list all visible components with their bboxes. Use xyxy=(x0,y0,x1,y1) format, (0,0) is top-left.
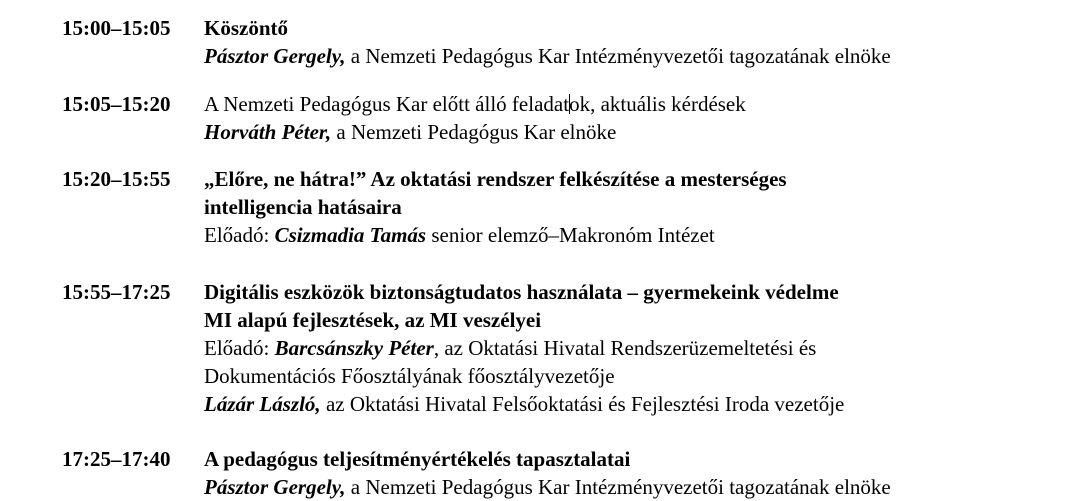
agenda-title: „Előre, ne hátra!” Az oktatási rendszer felkészítése a mesterséges xyxy=(204,167,787,191)
agenda-title-part: A Nemzeti Pedagógus Kar előtt álló feladat xyxy=(204,92,570,116)
agenda-title[interactable] xyxy=(204,90,1064,118)
speaker-prefix: Előadó: xyxy=(204,223,275,247)
agenda-content xyxy=(204,445,1064,501)
agenda-content xyxy=(204,165,1064,249)
agenda-content xyxy=(204,14,1064,70)
agenda-time: 15:00–15:05 xyxy=(62,16,171,40)
agenda-title: Köszöntő xyxy=(204,16,288,40)
speaker-role: a Nemzeti Pedagógus Kar elnöke xyxy=(331,120,617,144)
speaker-role: senior elemző–Makronóm Intézet xyxy=(426,223,715,247)
agenda-title: MI alapú fejlesztések, az MI veszélyei xyxy=(204,308,542,332)
agenda-time: 15:20–15:55 xyxy=(62,167,171,191)
speaker-prefix: Előadó: xyxy=(204,336,275,360)
speaker-role: az Oktatási Hivatal Felsőoktatási és Fejlesztési Iroda vezetője xyxy=(320,392,845,416)
speaker-role: a Nemzeti Pedagógus Kar Intézményvezetői tagozatának elnöke xyxy=(345,475,891,499)
agenda-time: 17:25–17:40 xyxy=(62,447,171,471)
speaker-role-continued: Dokumentációs Főosztályának főosztályvezetője xyxy=(204,364,615,388)
speaker-name: Pásztor Gergely, xyxy=(204,475,346,499)
speaker-name: Horváth Péter, xyxy=(204,120,332,144)
speaker-name: Lázár László, xyxy=(204,392,321,416)
speaker-name: Csizmadia Tamás xyxy=(274,223,427,247)
speaker-role: , az Oktatási Hivatal Rendszerüzemeltetési és xyxy=(433,336,817,360)
speaker-line xyxy=(204,473,1064,501)
speaker-line xyxy=(204,390,1064,418)
speaker-name: Barcsánszky Péter xyxy=(274,336,434,360)
agenda-time: 15:05–15:20 xyxy=(62,92,171,116)
agenda-title: intelligencia hatásaira xyxy=(204,195,402,219)
agenda-title: Digitális eszközök biztonságtudatos használata – gyermekeink védelme xyxy=(204,280,839,304)
agenda-time: 15:55–17:25 xyxy=(62,280,171,304)
agenda-content xyxy=(204,90,1064,146)
speaker-role: a Nemzeti Pedagógus Kar Intézményvezetői tagozatának elnöke xyxy=(345,44,891,68)
speaker-line xyxy=(204,221,1064,249)
speaker-line xyxy=(204,42,1064,70)
speaker-line xyxy=(204,334,1064,362)
agenda-title: A pedagógus teljesítményértékelés tapasztalatai xyxy=(204,447,631,471)
agenda-content xyxy=(204,278,1064,418)
speaker-name: Pásztor Gergely, xyxy=(204,44,346,68)
agenda-title-part: ok, aktuális kérdések xyxy=(569,92,746,116)
speaker-line xyxy=(204,118,1064,146)
